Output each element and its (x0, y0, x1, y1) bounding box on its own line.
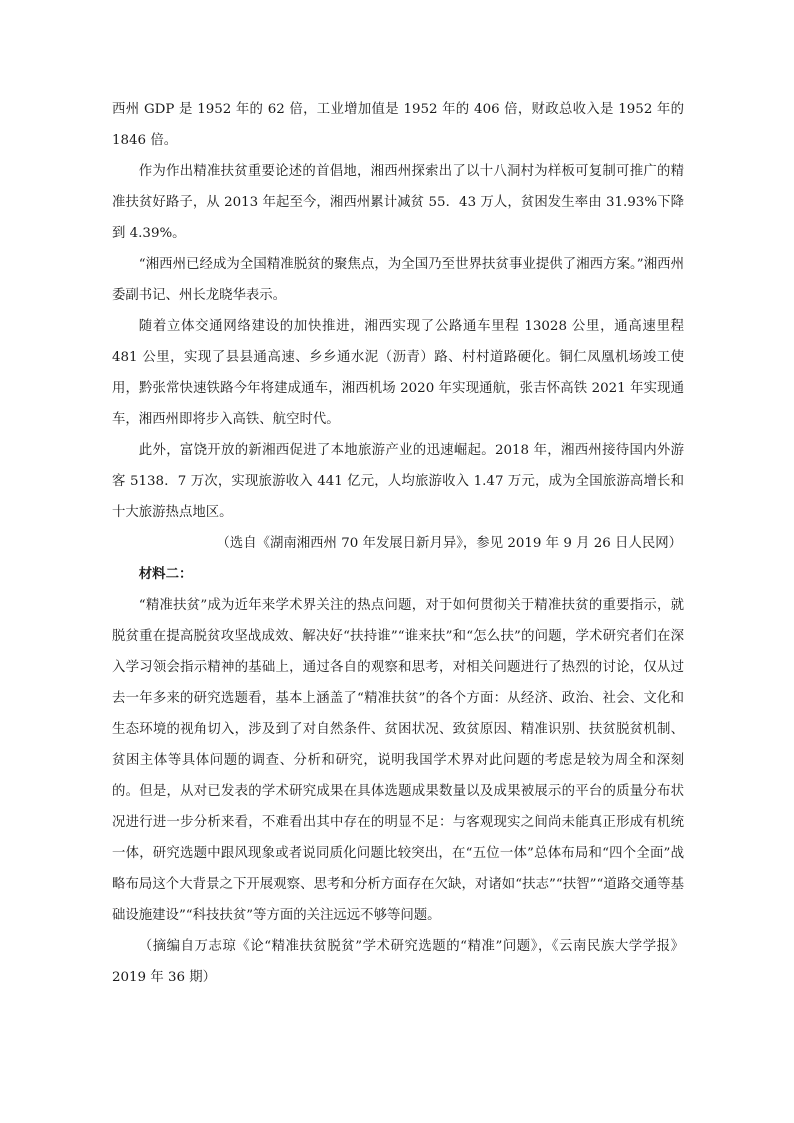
material-two-citation: （摘编自万志琼《论“精准扶贫脱贫”学术研究选题的“精准”问题》，《云南民族大学学报》2019 年 36 期） (112, 939, 684, 985)
document-body (112, 94, 684, 993)
paragraph-transport-network: 随着立体交通网络建设的加快推进，湘西实现了公路通车里程 13028 公里，通高速里程 481 公里，实现了县县通高速、乡乡通水泥（沥青）路、村村道路硬化。铜仁凤凰机场竣工使用，黔张常快速铁路今年将建成通车，湘西机场 2020 年实现通航，张吉怀高铁 2021 年实现通车，湘西州即将步入高铁、航空时代。 (112, 319, 684, 427)
paragraph-governor-quote: “湘西州已经成为全国精准脱贫的聚焦点，为全国乃至世界扶贫事业提供了湘西方案。”湘西州委副书记、州长龙晓华表示。 (112, 257, 684, 303)
paragraph-tourism: 此外，富饶开放的新湘西促进了本地旅游产业的迅速崛起。2018 年，湘西州接待国内外游客 5138．7 万次，实现旅游收入 441 亿元，人均旅游收入 1.47 万元，成为全国旅游高增长和十大旅游热点地区。 (112, 443, 684, 520)
paragraph-precision-poverty-origin: 作为作出精准扶贫重要论述的首倡地，湘西州探索出了以十八洞村为样板可复制可推广的精准扶贫好路子，从 2013 年起至今，湘西州累计减贫 55．43 万人，贫困发生率由 31.93%下降到 4.39%。 (112, 164, 684, 241)
paragraph-gdp-continuation: 西州 GDP 是 1952 年的 62 倍，工业增加值是 1952 年的 406 倍，财政总收入是 1952 年的 1846 倍。 (112, 102, 684, 148)
material-one-source: （选自《湖南湘西州 70 年发展日新月异》，参见 2019 年 9 月 26 日人民网） (216, 536, 682, 551)
material-two-heading: 材料二： (138, 567, 193, 582)
paragraph-academic-research: “精准扶贫”成为近年来学术界关注的热点问题，对于如何贯彻关于精准扶贫的重要指示，就脱贫重在提高脱贫攻坚战成效、解决好“扶持谁”“谁来扶”和“怎么扶”的问题，学术研究者们在深入学习领会指示精神的基础上，通过各自的观察和思考，对相关问题进行了热烈的讨论，仅从过去一年多来的研究选题看，基本上涵盖了“精准扶贫”的各个方面：从经济、政治、社会、文化和生态环境的视角切入，涉及到了对自然条件、贫困状况、致贫原因、精准识别、扶贫脱贫机制、贫困主体等具体问题的调查、分析和研究，说明我国学术界对此问题的考虑是较为周全和深刻的。但是，从对已发表的学术研究成果在具体选题成果数量以及成果被展示的平台的质量分布状况进行进一步分析来看，不难看出其中存在的明显不足：与客观现实之间尚未能真正形成有机统一体，研究选题中跟风现象或者说同质化问题比较突出，在“五位一体”总体布局和“四个全面”战略布局这个大背景之下开展观察、思考和分析方面存在欠缺，对诸如“扶志”“扶智”“道路交通等基础设施建设”“科技扶贫”等方面的关注远远不够等问题。 (112, 598, 684, 923)
